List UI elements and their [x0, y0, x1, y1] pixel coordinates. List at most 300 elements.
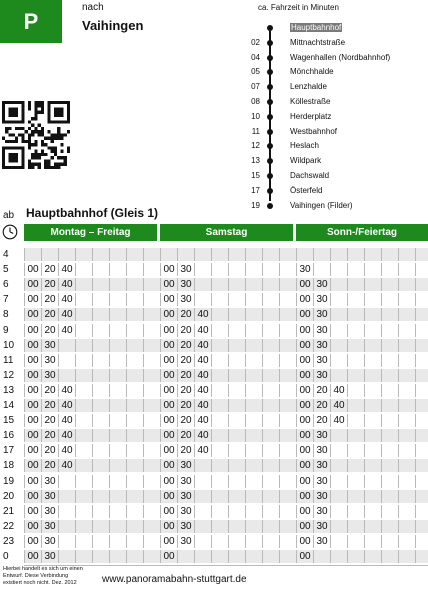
minute-cell-weekday: [143, 520, 160, 533]
minute-cell-saturday: [228, 384, 245, 397]
minute-cell-weekday: [143, 444, 160, 457]
stop-name: Vaihingen (Filder): [290, 200, 353, 210]
minute-cell-sunday: [313, 248, 330, 261]
minute-cell-saturday: [262, 339, 279, 352]
minute-cell-sunday: [415, 414, 428, 427]
minute-cell-saturday: 00: [160, 369, 177, 382]
stop-time: 05: [251, 67, 260, 77]
minute-cell-sunday: 20: [313, 384, 330, 397]
minute-cell-weekday: [109, 535, 126, 548]
minute-cell-sunday: 00: [296, 550, 313, 563]
minute-cell-sunday: [398, 490, 415, 503]
minute-cell-weekday: 40: [58, 414, 75, 427]
minute-cell-weekday: 00: [24, 339, 41, 352]
minute-cell-weekday: [58, 490, 75, 503]
hour-label: 20: [3, 490, 15, 502]
minute-cell-sunday: [364, 520, 381, 533]
stop-name: Westbahnhof: [290, 126, 337, 136]
minute-cell-weekday: [75, 475, 92, 488]
minute-cell-weekday: [92, 475, 109, 488]
minute-cell-sunday: [364, 414, 381, 427]
minute-cell-weekday: [109, 354, 126, 367]
minute-cell-saturday: [228, 414, 245, 427]
minute-cell-saturday: [245, 399, 262, 412]
stop-name: Köllestraße: [290, 97, 331, 106]
minute-cell-weekday: 30: [41, 550, 58, 563]
minute-cell-saturday: [211, 520, 228, 533]
minute-cell-saturday: 00: [160, 459, 177, 472]
minute-cell-sunday: 30: [313, 278, 330, 291]
nach-label: nach: [82, 2, 104, 13]
minute-cell-saturday: 20: [177, 444, 194, 457]
day-header-weekday: Montag – Freitag: [24, 224, 157, 241]
minute-cell-saturday: [228, 505, 245, 518]
minute-cell-sunday: 00: [296, 414, 313, 427]
minute-cell-saturday: 00: [160, 399, 177, 412]
minute-cell-saturday: [279, 505, 296, 518]
minute-cell-saturday: [262, 354, 279, 367]
minute-cell-sunday: [330, 475, 347, 488]
minute-cell-weekday: [143, 505, 160, 518]
minute-cell-saturday: 00: [160, 339, 177, 352]
minute-cell-saturday: 00: [160, 308, 177, 321]
stop-time: 17: [251, 185, 260, 195]
minute-cell-weekday: 20: [41, 293, 58, 306]
minute-cell-saturday: 00: [160, 490, 177, 503]
minute-cell-sunday: [347, 354, 364, 367]
minute-cell-sunday: [381, 429, 398, 442]
minute-cell-sunday: [347, 505, 364, 518]
minute-cell-saturday: [279, 475, 296, 488]
stop-name: Mittnachtstraße: [290, 37, 346, 47]
minute-cell-weekday: [126, 490, 143, 503]
minute-cell-weekday: [143, 248, 160, 261]
minute-cell-weekday: [92, 399, 109, 412]
minute-cell-weekday: [75, 293, 92, 306]
minute-cell-sunday: [330, 324, 347, 337]
minute-cell-sunday: [398, 535, 415, 548]
minute-cell-sunday: [347, 475, 364, 488]
minute-cell-sunday: [364, 339, 381, 352]
minute-cell-saturday: [279, 384, 296, 397]
minute-cell-saturday: 30: [177, 459, 194, 472]
minute-cell-weekday: [92, 520, 109, 533]
minute-cell-sunday: [347, 308, 364, 321]
minute-cell-weekday: [58, 520, 75, 533]
minute-cell-sunday: 30: [313, 490, 330, 503]
minute-cell-sunday: [415, 459, 428, 472]
ab-label: ab: [3, 210, 15, 221]
minute-cell-sunday: [347, 293, 364, 306]
minute-cell-saturday: [262, 444, 279, 457]
minute-cell-saturday: 40: [194, 308, 211, 321]
minute-cell-saturday: [262, 535, 279, 548]
minute-cell-saturday: [262, 263, 279, 276]
minute-cell-sunday: [313, 550, 330, 563]
minute-cell-weekday: [58, 339, 75, 352]
minute-cell-saturday: [211, 369, 228, 382]
minute-cell-sunday: [347, 399, 364, 412]
minute-cell-saturday: [262, 308, 279, 321]
minute-cell-weekday: 40: [58, 399, 75, 412]
minute-cell-sunday: [330, 459, 347, 472]
minute-cell-saturday: 00: [160, 414, 177, 427]
minute-cell-weekday: 30: [41, 490, 58, 503]
minute-cell-weekday: 00: [24, 354, 41, 367]
minute-cell-weekday: [58, 248, 75, 261]
minute-cell-sunday: 20: [313, 399, 330, 412]
minute-cell-weekday: [109, 550, 126, 563]
minute-cell-weekday: 20: [41, 399, 58, 412]
minute-cell-weekday: [109, 369, 126, 382]
minute-cell-sunday: [381, 263, 398, 276]
minute-cell-weekday: [24, 248, 41, 261]
minute-cell-saturday: [194, 459, 211, 472]
minute-cell-weekday: [143, 339, 160, 352]
minute-cell-saturday: [211, 459, 228, 472]
minute-cell-weekday: 20: [41, 414, 58, 427]
minute-cell-weekday: [92, 550, 109, 563]
minute-cell-weekday: 00: [24, 459, 41, 472]
minute-cell-saturday: 00: [160, 444, 177, 457]
minute-cell-saturday: 40: [194, 414, 211, 427]
minute-cell-weekday: 00: [24, 263, 41, 276]
minute-cell-weekday: [143, 535, 160, 548]
minute-cell-sunday: [330, 263, 347, 276]
minute-cell-weekday: [109, 248, 126, 261]
minute-cell-saturday: [228, 369, 245, 382]
minute-cell-sunday: [415, 520, 428, 533]
minute-cell-weekday: [126, 293, 143, 306]
timetable-row: [0, 324, 428, 338]
minute-cell-saturday: [279, 308, 296, 321]
minute-cell-sunday: [330, 490, 347, 503]
timetable-row: [0, 490, 428, 504]
minute-cell-sunday: [398, 339, 415, 352]
minute-cell-saturday: [245, 248, 262, 261]
minute-cell-saturday: [279, 369, 296, 382]
minute-cell-sunday: 30: [313, 369, 330, 382]
minute-cell-weekday: [92, 293, 109, 306]
minute-cell-sunday: [415, 490, 428, 503]
minute-cell-saturday: [194, 490, 211, 503]
stop-name: Wagenhallen (Nordbahnhof): [290, 52, 391, 62]
qr-code: [2, 101, 70, 169]
minute-cell-weekday: 40: [58, 263, 75, 276]
minute-cell-sunday: [347, 369, 364, 382]
minute-cell-weekday: [75, 369, 92, 382]
minute-cell-saturday: 00: [160, 429, 177, 442]
minute-cell-weekday: [126, 429, 143, 442]
minute-cell-sunday: [398, 459, 415, 472]
minute-cell-saturday: [279, 263, 296, 276]
minute-cell-weekday: 00: [24, 278, 41, 291]
minute-cell-sunday: [347, 444, 364, 457]
minute-cell-sunday: [347, 324, 364, 337]
minute-cell-sunday: [415, 550, 428, 563]
minute-cell-sunday: [347, 263, 364, 276]
timetable-row: [0, 354, 428, 368]
timetable-row: [0, 459, 428, 473]
minute-cell-sunday: 00: [296, 459, 313, 472]
minute-cell-saturday: [245, 414, 262, 427]
minute-cell-weekday: [92, 459, 109, 472]
minute-cell-saturday: 00: [160, 263, 177, 276]
minute-cell-weekday: 30: [41, 505, 58, 518]
minute-cell-sunday: 40: [330, 399, 347, 412]
minute-cell-weekday: [75, 459, 92, 472]
minute-cell-saturday: 30: [177, 490, 194, 503]
minute-cell-weekday: [92, 444, 109, 457]
minute-cell-sunday: [330, 293, 347, 306]
timetable-row: [0, 505, 428, 519]
minute-cell-weekday: [126, 324, 143, 337]
minute-cell-sunday: [330, 339, 347, 352]
minute-cell-sunday: [415, 324, 428, 337]
hour-label: 18: [3, 460, 15, 472]
stop-name: Wildpark: [290, 156, 322, 166]
minute-cell-sunday: [347, 490, 364, 503]
minute-cell-weekday: [143, 384, 160, 397]
minute-cell-sunday: 30: [313, 293, 330, 306]
minute-cell-saturday: [194, 550, 211, 563]
minute-cell-sunday: [347, 278, 364, 291]
minute-cell-weekday: [75, 550, 92, 563]
minute-cell-sunday: [381, 414, 398, 427]
minute-cell-sunday: 30: [313, 324, 330, 337]
minute-cell-weekday: [109, 278, 126, 291]
minute-cell-saturday: [279, 429, 296, 442]
minute-cell-weekday: [109, 429, 126, 442]
minute-cell-weekday: [126, 263, 143, 276]
minute-cell-sunday: [381, 339, 398, 352]
minute-cell-saturday: 30: [177, 278, 194, 291]
minute-cell-saturday: [262, 384, 279, 397]
timetable-row: [0, 475, 428, 489]
minute-cell-saturday: 00: [160, 520, 177, 533]
minute-cell-saturday: [228, 308, 245, 321]
minute-cell-saturday: [245, 459, 262, 472]
minute-cell-weekday: [109, 324, 126, 337]
hour-label: 13: [3, 384, 15, 396]
timetable-row: [0, 429, 428, 443]
minute-cell-sunday: 00: [296, 444, 313, 457]
minute-cell-sunday: [381, 248, 398, 261]
minute-cell-sunday: [381, 444, 398, 457]
minute-cell-weekday: 00: [24, 505, 41, 518]
minute-cell-saturday: [211, 293, 228, 306]
minute-cell-weekday: 40: [58, 293, 75, 306]
stop-dot-icon: [267, 99, 273, 105]
minute-cell-weekday: [58, 369, 75, 382]
minute-cell-sunday: 00: [296, 308, 313, 321]
minute-cell-sunday: [415, 339, 428, 352]
minute-cell-weekday: 40: [58, 324, 75, 337]
minute-cell-saturday: 20: [177, 399, 194, 412]
minute-cell-weekday: 40: [58, 429, 75, 442]
minute-cell-sunday: 00: [296, 354, 313, 367]
minute-cell-weekday: 00: [24, 429, 41, 442]
destination-title: Vaihingen: [82, 18, 144, 33]
minute-cell-saturday: 30: [177, 535, 194, 548]
stop-time: 07: [251, 82, 260, 92]
minute-cell-sunday: 30: [313, 339, 330, 352]
minute-cell-weekday: [126, 248, 143, 261]
hour-label: 8: [3, 309, 9, 321]
minute-cell-saturday: 00: [160, 324, 177, 337]
minute-cell-weekday: [143, 550, 160, 563]
minute-cell-weekday: [126, 369, 143, 382]
minute-cell-sunday: [415, 263, 428, 276]
stop-time: 02: [251, 37, 260, 47]
minute-cell-saturday: [194, 293, 211, 306]
minute-cell-weekday: [75, 339, 92, 352]
minute-cell-weekday: [109, 293, 126, 306]
website-link[interactable]: www.panoramabahn-stuttgart.de: [102, 574, 247, 585]
minute-cell-saturday: 30: [177, 520, 194, 533]
minute-cell-weekday: [75, 520, 92, 533]
minute-cell-saturday: [194, 505, 211, 518]
minute-cell-saturday: [262, 520, 279, 533]
minute-cell-sunday: [330, 550, 347, 563]
minute-cell-saturday: 20: [177, 414, 194, 427]
minute-cell-weekday: [143, 414, 160, 427]
hour-label: 14: [3, 400, 15, 411]
minute-cell-saturday: [245, 278, 262, 291]
minute-cell-saturday: [228, 459, 245, 472]
minute-cell-sunday: [330, 535, 347, 548]
stop-time: 04: [251, 52, 260, 62]
minute-cell-sunday: [347, 535, 364, 548]
minute-cell-weekday: [75, 399, 92, 412]
stop-dot-icon: [267, 129, 273, 135]
timetable-row: [0, 293, 428, 307]
minute-cell-sunday: 40: [330, 414, 347, 427]
minute-cell-saturday: [228, 429, 245, 442]
minute-cell-saturday: [211, 414, 228, 427]
minute-cell-weekday: [75, 505, 92, 518]
minute-cell-sunday: 30: [313, 459, 330, 472]
minute-cell-weekday: [75, 324, 92, 337]
minute-cell-weekday: [75, 384, 92, 397]
minute-cell-saturday: [228, 324, 245, 337]
minute-cell-sunday: 00: [296, 324, 313, 337]
minute-cell-weekday: 00: [24, 384, 41, 397]
minute-cell-weekday: [126, 414, 143, 427]
stop-dot-icon: [267, 69, 273, 75]
minute-cell-sunday: [415, 384, 428, 397]
timetable-row: [0, 550, 428, 564]
minute-cell-saturday: [279, 490, 296, 503]
minute-cell-weekday: [126, 399, 143, 412]
minute-cell-saturday: 00: [160, 505, 177, 518]
minute-cell-weekday: [92, 414, 109, 427]
stop-name: Hauptbahnhof: [291, 23, 342, 32]
hour-label: 10: [3, 339, 15, 351]
minute-cell-weekday: [109, 520, 126, 533]
minute-cell-saturday: [262, 278, 279, 291]
minute-cell-weekday: 00: [24, 293, 41, 306]
minute-cell-weekday: [126, 459, 143, 472]
minute-cell-sunday: [398, 248, 415, 261]
minute-cell-weekday: [126, 475, 143, 488]
minute-cell-weekday: 30: [41, 369, 58, 382]
minute-cell-saturday: 20: [177, 354, 194, 367]
day-header-saturday: Samstag: [160, 224, 293, 241]
minute-cell-weekday: [58, 475, 75, 488]
stop-time: 15: [251, 171, 260, 180]
minute-cell-sunday: [347, 339, 364, 352]
minute-cell-saturday: [262, 550, 279, 563]
minute-cell-saturday: [228, 444, 245, 457]
minute-cell-weekday: [75, 490, 92, 503]
minute-cell-sunday: [364, 535, 381, 548]
station-title: Hauptbahnhof (Gleis 1): [26, 206, 158, 220]
stop-time: 10: [251, 111, 260, 121]
stop-dot-icon: [267, 143, 273, 149]
minute-cell-sunday: 30: [313, 354, 330, 367]
minute-cell-weekday: [109, 263, 126, 276]
minute-cell-sunday: [330, 444, 347, 457]
hour-label: 23: [3, 535, 15, 547]
minute-cell-sunday: [347, 459, 364, 472]
minute-cell-weekday: [75, 535, 92, 548]
minute-cell-weekday: 20: [41, 278, 58, 291]
minute-cell-saturday: [228, 475, 245, 488]
stop-dot-icon: [267, 40, 273, 46]
minute-cell-saturday: 00: [160, 354, 177, 367]
minute-cell-saturday: 40: [194, 399, 211, 412]
minute-cell-sunday: [398, 399, 415, 412]
minute-cell-sunday: [347, 520, 364, 533]
minute-cell-saturday: [228, 550, 245, 563]
minute-cell-sunday: [415, 293, 428, 306]
stop-dot-icon: [267, 158, 273, 164]
minute-cell-weekday: [58, 535, 75, 548]
minute-cell-saturday: 40: [194, 429, 211, 442]
minute-cell-weekday: 30: [41, 475, 58, 488]
minute-cell-weekday: [75, 278, 92, 291]
minute-cell-saturday: [245, 520, 262, 533]
minute-cell-saturday: [160, 248, 177, 261]
minute-cell-weekday: 00: [24, 444, 41, 457]
minute-cell-weekday: [109, 399, 126, 412]
minute-cell-weekday: [75, 263, 92, 276]
minute-cell-weekday: [126, 354, 143, 367]
minute-cell-weekday: [92, 535, 109, 548]
minute-cell-weekday: 40: [58, 278, 75, 291]
minute-cell-sunday: 00: [296, 293, 313, 306]
minute-cell-sunday: 30: [313, 475, 330, 488]
minute-cell-sunday: [381, 308, 398, 321]
minute-cell-weekday: [109, 384, 126, 397]
minute-cell-sunday: [364, 429, 381, 442]
minute-cell-sunday: [381, 399, 398, 412]
minute-cell-weekday: [109, 444, 126, 457]
minute-cell-weekday: [109, 490, 126, 503]
hour-label: 17: [3, 445, 15, 457]
minute-cell-weekday: 40: [58, 384, 75, 397]
minute-cell-weekday: [109, 475, 126, 488]
minute-cell-saturday: [262, 475, 279, 488]
minute-cell-saturday: [211, 384, 228, 397]
minute-cell-sunday: [364, 475, 381, 488]
minute-cell-saturday: [211, 263, 228, 276]
minute-cell-sunday: [398, 293, 415, 306]
minute-cell-weekday: 30: [41, 354, 58, 367]
minute-cell-weekday: [92, 339, 109, 352]
minute-cell-weekday: 30: [41, 520, 58, 533]
